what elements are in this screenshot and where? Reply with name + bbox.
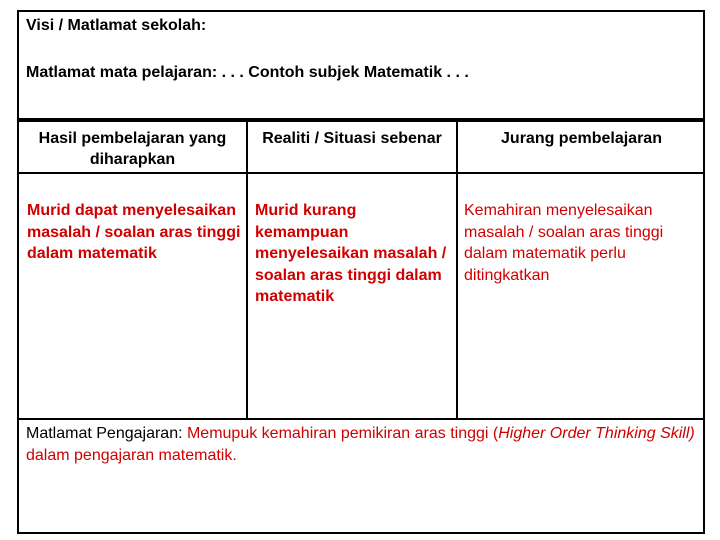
matlamat-pengajaran-label: Matlamat Pengajaran: xyxy=(26,425,183,442)
top-section xyxy=(17,10,705,122)
header-realiti-situasi: Realiti / Situasi sebenar xyxy=(262,130,442,147)
cell-jurang-pembelajaran: Kemahiran menyelesaikan masalah / soalan aras tinggi dalam matematik perlu ditingkatkan xyxy=(464,202,664,284)
table-top-border xyxy=(19,118,703,120)
cell-hasil-pembelajaran: Murid dapat menyelesaikan masalah / soalan aras tinggi dalam matematik xyxy=(27,202,241,262)
matlamat-pengajaran-text-2: dalam pengajaran matematik. xyxy=(26,447,237,464)
matlamat-pengajaran-text-1: Memupuk kemahiran pemikiran aras tinggi ( xyxy=(182,425,499,442)
matlamat-pengajaran xyxy=(26,423,696,467)
matlamat-pengajaran-text-italic: Higher Order Thinking Skill) xyxy=(498,425,695,442)
header-jurang-pembelajaran: Jurang pembelajaran xyxy=(501,130,662,147)
matlamat-mata-pelajaran: Matlamat mata pelajaran: . . . Contoh subjek Matematik . . . xyxy=(26,64,469,81)
bottom-section xyxy=(17,418,705,534)
column-divider-2 xyxy=(456,118,458,418)
cell-realiti-situasi: Murid kurang kemampuan menyelesaikan masalah / soalan aras tinggi dalam matematik xyxy=(255,202,447,305)
visi-label: Visi / Matlamat sekolah: xyxy=(26,17,207,34)
header-hasil-pembelajaran: Hasil pembelajaran yang diharapkan xyxy=(38,130,227,168)
learning-table xyxy=(17,118,705,420)
header-divider xyxy=(19,172,703,174)
column-divider-1 xyxy=(246,118,248,418)
